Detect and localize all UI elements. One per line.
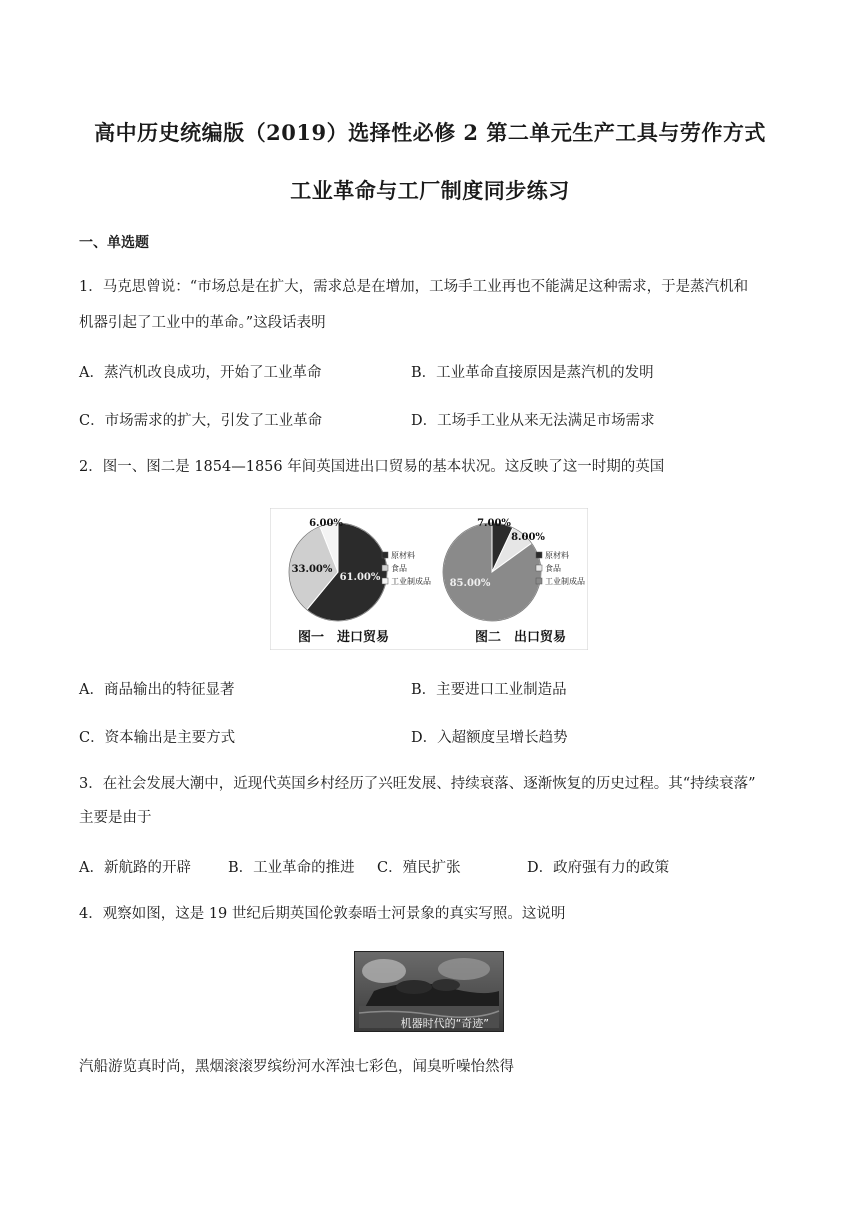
document-title: 高中历史统编版（2019）选择性必修 2 第二单元生产工具与劳作方式 bbox=[94, 120, 766, 145]
section-heading: 一、单选题 bbox=[79, 235, 149, 251]
question-3-option-b: B．工业革命的推进 bbox=[228, 860, 355, 876]
question-3-option-d: D．政府强有力的政策 bbox=[527, 860, 670, 876]
import-legend-swatch-2 bbox=[382, 578, 388, 584]
export-data-label-1: 8.00% bbox=[511, 532, 545, 543]
import-legend-swatch-1 bbox=[382, 565, 388, 571]
export-legend-swatch-1 bbox=[536, 565, 542, 571]
question-2-line-1: 2．图一、图二是 1854—1856 年间英国进出口贸易的基本状况。这反映了这一时期的英国 bbox=[79, 459, 665, 475]
import-legend-swatch-0 bbox=[382, 552, 388, 558]
import-chart-title: 图一 进口贸易 bbox=[298, 630, 390, 645]
export-data-label-2: 85.00% bbox=[449, 578, 491, 589]
export-legend-swatch-2 bbox=[536, 578, 542, 584]
question-3-line-1: 3．在社会发展大潮中，近现代英国乡村经历了兴旺发展、持续衰落、逐渐恢复的历史过程。其“持续衰落” bbox=[79, 776, 756, 792]
photo-caption: 机器时代的“奇迹” bbox=[400, 1017, 489, 1030]
document-subtitle: 工业革命与工厂制度同步练习 bbox=[290, 178, 570, 203]
question-1-line-2: 机器引起了工业中的革命。”这段话表明 bbox=[79, 315, 326, 331]
question-2-option-b: B．主要进口工业制造品 bbox=[411, 682, 567, 698]
question-4-line-1: 4．观察如图，这是 19 世纪后期英国伦敦泰晤士河景象的真实写照。这说明 bbox=[79, 906, 566, 922]
import-legend-label-0: 原材料 bbox=[391, 551, 415, 560]
import-data-label-2: 6.00% bbox=[309, 518, 343, 529]
export-legend-label-0: 原材料 bbox=[545, 551, 569, 560]
question-1-option-d: D．工场手工业从来无法满足市场需求 bbox=[411, 413, 655, 429]
export-legend-swatch-0 bbox=[536, 552, 542, 558]
export-legend-label-2: 工业制成品 bbox=[545, 577, 585, 586]
export-chart-title: 图二 出口贸易 bbox=[475, 630, 567, 645]
question-1-line-1: 1．马克思曾说：“市场总是在扩大，需求总是在增加，工场手工业再也不能满足这种需求，于是蒸汽机和 bbox=[79, 279, 749, 295]
question-3-line-2: 主要是由于 bbox=[79, 810, 152, 826]
import-legend-label-2: 工业制成品 bbox=[391, 577, 431, 586]
question-3-option-c: C．殖民扩张 bbox=[377, 860, 461, 876]
import-data-label-1: 33.00% bbox=[291, 564, 333, 575]
question-2-option-d: D．入超额度呈增长趋势 bbox=[411, 730, 568, 746]
question-1-option-c: C．市场需求的扩大，引发了工业革命 bbox=[79, 413, 323, 429]
trade-pie-charts bbox=[270, 508, 588, 650]
question-3-option-a: A．新航路的开辟 bbox=[79, 860, 191, 876]
import-legend-label-1: 食品 bbox=[391, 564, 407, 573]
question-2-option-a: A．商品输出的特征显著 bbox=[79, 682, 235, 698]
question-2-option-c: C．资本输出是主要方式 bbox=[79, 730, 236, 746]
thames-photo bbox=[354, 951, 504, 1032]
question-1-option-b: B．工业革命直接原因是蒸汽机的发明 bbox=[411, 365, 654, 381]
export-data-label-0: 7.00% bbox=[477, 518, 511, 529]
question-4-caption-text: 汽船游览真时尚，黑烟滚滚罗缤纷河水浑浊七彩色，闻臭听噪怡然得 bbox=[79, 1059, 514, 1075]
import-data-label-0: 61.00% bbox=[339, 572, 381, 583]
export-legend-label-1: 食品 bbox=[545, 564, 561, 573]
question-1-option-a: A．蒸汽机改良成功，开始了工业革命 bbox=[79, 365, 322, 381]
